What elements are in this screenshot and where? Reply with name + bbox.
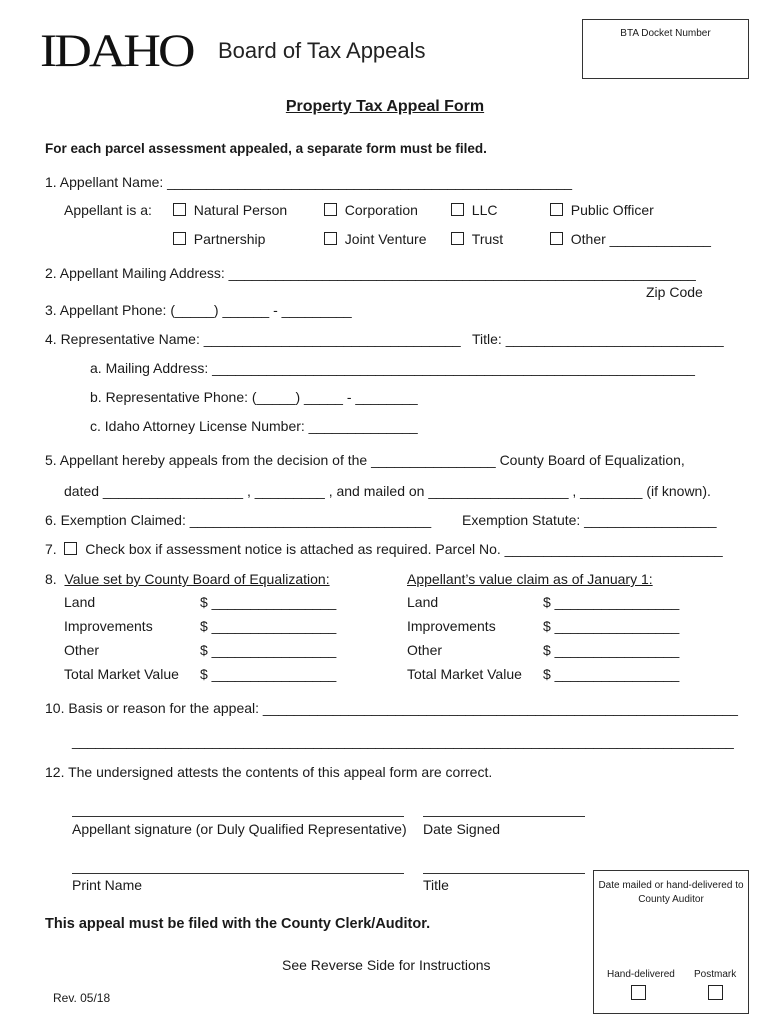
- appeal-reason-field[interactable]: 10. Basis or reason for the appeal: _____________________________________________________________: [45, 700, 738, 716]
- filing-location-note: This appeal must be filed with the County Clerk/Auditor.: [45, 916, 431, 932]
- zip-code-label: Zip Code: [646, 284, 703, 300]
- appellant-type-label: Appellant is a:: [64, 202, 152, 218]
- appellant-other-label: Other: [407, 642, 443, 658]
- signature-label: Appellant signature (or Duly Qualified Representative): [72, 821, 407, 837]
- county-other-amount[interactable]: $ ________________: [200, 642, 337, 658]
- notice-attached-checkbox[interactable]: [64, 542, 77, 555]
- appeal-county-field[interactable]: 5. Appellant hereby appeals from the decision of the ________________ County Board of Equalization,: [45, 452, 685, 468]
- appellant-total-label: Total Market Value: [407, 666, 522, 682]
- attorney-license-field[interactable]: c. Idaho Attorney License Number: ______________: [90, 418, 418, 434]
- natural-person-label: Natural Person: [193, 202, 288, 218]
- mailing-date-title: Date mailed or hand-delivered to County Auditor: [598, 880, 744, 905]
- agency-name: Board of Tax Appeals: [218, 38, 426, 63]
- title-label: Title: [423, 877, 449, 893]
- type-other[interactable]: [550, 231, 711, 247]
- appellant-name-field[interactable]: 1. Appellant Name: ____________________________________________________: [45, 174, 573, 190]
- corporation-checkbox[interactable]: [324, 203, 337, 216]
- type-public-officer[interactable]: [550, 202, 654, 218]
- county-value-heading: Value set by County Board of Equalization:: [64, 571, 330, 587]
- public-officer-label: Public Officer: [570, 202, 654, 218]
- joint-venture-label: Joint Venture: [344, 231, 427, 247]
- corporation-label: Corporation: [344, 202, 418, 218]
- appeal-reason-line-2[interactable]: _____________________________________________________________________________________: [72, 733, 734, 749]
- representative-title-field[interactable]: Title: ____________________________: [472, 331, 724, 347]
- docket-number-box[interactable]: [582, 19, 749, 79]
- form-title: Property Tax Appeal Form: [285, 98, 485, 115]
- idaho-logo: IDAHO: [40, 25, 193, 77]
- county-land-label: Land: [64, 594, 96, 610]
- type-joint-venture[interactable]: [324, 231, 427, 247]
- mailing-date-box: [593, 870, 749, 1014]
- type-llc[interactable]: [451, 202, 497, 218]
- notice-attached-row[interactable]: [45, 541, 723, 557]
- docket-number-label: BTA Docket Number: [620, 28, 711, 39]
- trust-checkbox[interactable]: [451, 232, 464, 245]
- signature-line[interactable]: [72, 816, 404, 817]
- appellant-total-amount[interactable]: $ ________________: [543, 666, 680, 682]
- print-name-line[interactable]: [72, 873, 404, 874]
- type-trust[interactable]: [451, 231, 503, 247]
- type-corporation[interactable]: [324, 202, 418, 218]
- type-natural-person[interactable]: [173, 202, 287, 218]
- notice-attached-label: Check box if assessment notice is attached as required. Parcel No. ____________________________: [85, 541, 723, 557]
- county-improvements-label: Improvements: [64, 618, 153, 634]
- county-improvements-amount[interactable]: $ ________________: [200, 618, 337, 634]
- date-signed-line[interactable]: [423, 816, 585, 817]
- trust-label: Trust: [471, 231, 504, 247]
- decision-date-field[interactable]: dated __________________ , _________ , and mailed on __________________ , ________ (if known).: [64, 483, 711, 499]
- appellant-improvements-label: Improvements: [407, 618, 496, 634]
- type-partnership[interactable]: [173, 231, 265, 247]
- print-name-label: Print Name: [72, 877, 143, 893]
- filing-instruction: For each parcel assessment appealed, a separate form must be filed.: [45, 141, 487, 156]
- representative-mailing-address-field[interactable]: a. Mailing Address: ______________________________________________________________: [90, 360, 695, 376]
- county-total-label: Total Market Value: [64, 666, 179, 682]
- public-officer-checkbox[interactable]: [550, 203, 563, 216]
- value-section-heading-left: [45, 571, 330, 587]
- other-label: Other _____________: [570, 231, 711, 247]
- q8-number: 8.: [45, 571, 57, 587]
- appellant-value-heading: Appellant’s value claim as of January 1:: [407, 571, 653, 587]
- county-other-label: Other: [64, 642, 100, 658]
- county-total-amount[interactable]: $ ________________: [200, 666, 337, 682]
- natural-person-checkbox[interactable]: [173, 203, 186, 216]
- title-line[interactable]: [423, 873, 585, 874]
- appellant-phone-field[interactable]: 3. Appellant Phone: (_____) ______ - _________: [45, 302, 352, 318]
- exemption-statute-field[interactable]: Exemption Statute: _________________: [462, 512, 717, 528]
- q7-number: 7.: [45, 541, 57, 557]
- attestation-text: 12. The undersigned attests the contents of this appeal form are correct.: [45, 764, 493, 780]
- appellant-land-label: Land: [407, 594, 439, 610]
- representative-name-field[interactable]: 4. Representative Name: _________________________________: [45, 331, 461, 347]
- date-signed-label: Date Signed: [423, 821, 501, 837]
- postmark-label: Postmark: [694, 969, 737, 980]
- hand-delivered-checkbox[interactable]: [631, 985, 646, 1000]
- exemption-claimed-field[interactable]: 6. Exemption Claimed: _______________________________: [45, 512, 432, 528]
- appellant-land-amount[interactable]: $ ________________: [543, 594, 680, 610]
- mailing-address-field[interactable]: 2. Appellant Mailing Address: ____________________________________________________________: [45, 265, 696, 281]
- partnership-checkbox[interactable]: [173, 232, 186, 245]
- county-land-amount[interactable]: $ ________________: [200, 594, 337, 610]
- other-checkbox[interactable]: [550, 232, 563, 245]
- postmark-checkbox[interactable]: [708, 985, 723, 1000]
- revision-label: Rev. 05/18: [53, 991, 111, 1005]
- llc-checkbox[interactable]: [451, 203, 464, 216]
- representative-phone-field[interactable]: b. Representative Phone: (_____) _____ - ________: [90, 389, 418, 405]
- llc-label: LLC: [471, 202, 498, 218]
- partnership-label: Partnership: [193, 231, 266, 247]
- hand-delivered-label: Hand-delivered: [607, 969, 675, 980]
- appellant-improvements-amount[interactable]: $ ________________: [543, 618, 680, 634]
- joint-venture-checkbox[interactable]: [324, 232, 337, 245]
- appellant-other-amount[interactable]: $ ________________: [543, 642, 680, 658]
- reverse-side-note: See Reverse Side for Instructions: [282, 957, 491, 973]
